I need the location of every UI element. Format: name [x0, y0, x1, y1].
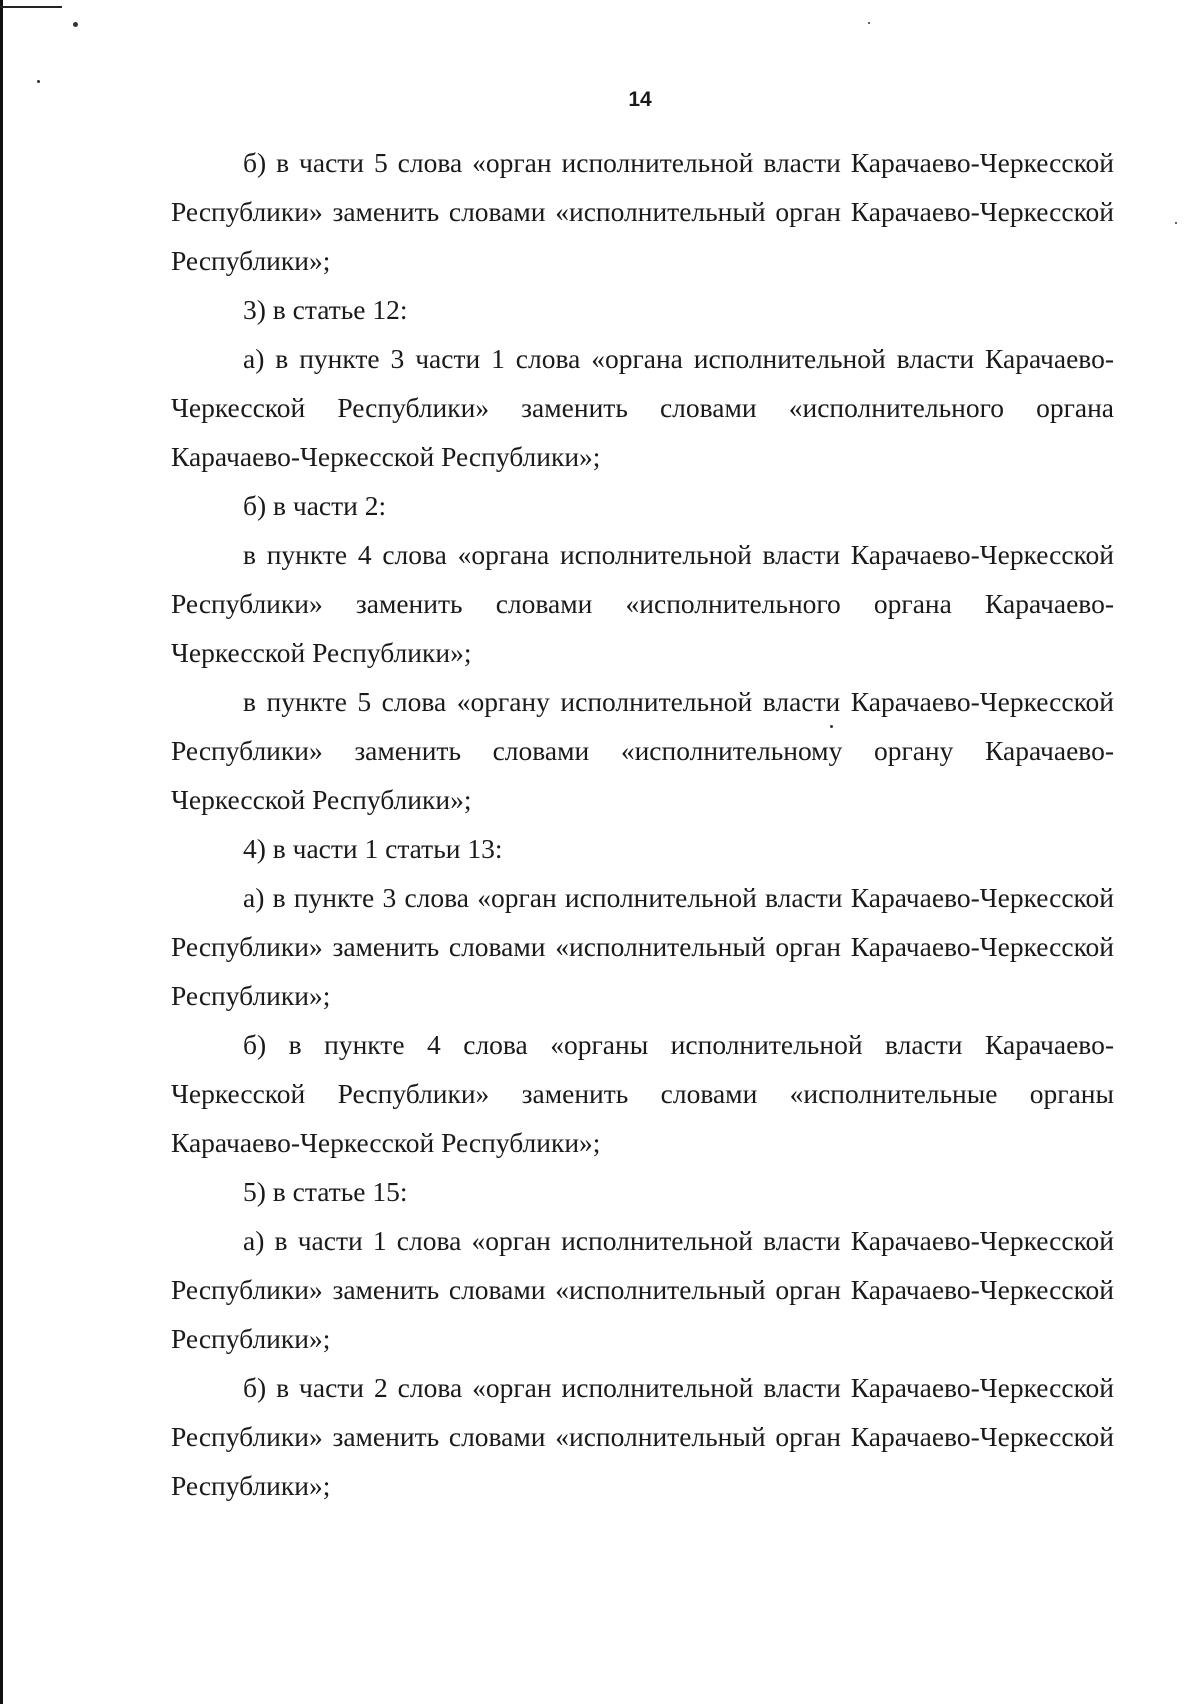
scan-speck — [868, 22, 870, 24]
paragraph: б) в части 2: — [243, 490, 387, 521]
document-body — [171, 138, 1114, 1510]
paragraph: 3) в статье 12: — [243, 294, 408, 325]
paragraph: а) в пункте 3 части 1 слова «органа исполнительной власти Карачаево-Черкесской Республики» заменить словами «исполнительного органа Карачаево-Черкесской Республики»; — [171, 343, 1114, 472]
paragraph: а) в части 1 слова «орган исполнительной власти Карачаево-Черкесской Республики» заменить словами «исполнительный орган Карачаево-Черкесской Республики»; — [171, 1225, 1114, 1354]
page-number: 14 — [628, 88, 652, 111]
paragraph: б) в части 5 слова «орган исполнительной власти Карачаево-Черкесской Республики» заменить словами «исполнительный орган Карачаево-Черкесской Республики»; — [171, 147, 1114, 276]
paragraph: в пункте 4 слова «органа исполнительной власти Карачаево-Черкесской Республики» заменить словами «исполнительного органа Карачаево-Черкесской Республики»; — [171, 539, 1114, 668]
paragraph: в пункте 5 слова «органу исполнительной власти Карачаево-Черкесской Республики» заменить словами «исполнительному органу Карачаево-Черкесской Республики»; — [171, 686, 1114, 815]
scan-speck — [73, 22, 78, 27]
paragraph: б) в пункте 4 слова «органы исполнительной власти Карачаево-Черкесской Республики» заменить словами «исполнительные органы Карачаево-Черкесской Республики»; — [171, 1029, 1114, 1158]
scan-speck — [1175, 222, 1177, 224]
scan-speck — [37, 80, 40, 83]
paragraph: а) в пункте 3 слова «орган исполнительной власти Карачаево-Черкесской Республики» заменить словами «исполнительный орган Карачаево-Черкесской Республики»; — [171, 882, 1114, 1011]
paragraph: б) в части 2 слова «орган исполнительной власти Карачаево-Черкесской Республики» заменить словами «исполнительный орган Карачаево-Черкесской Республики»; — [171, 1372, 1114, 1501]
paragraph: 5) в статье 15: — [243, 1176, 408, 1207]
paragraph: 4) в части 1 статьи 13: — [243, 833, 503, 864]
scan-border-top — [0, 6, 62, 8]
scan-border — [0, 0, 3, 1704]
